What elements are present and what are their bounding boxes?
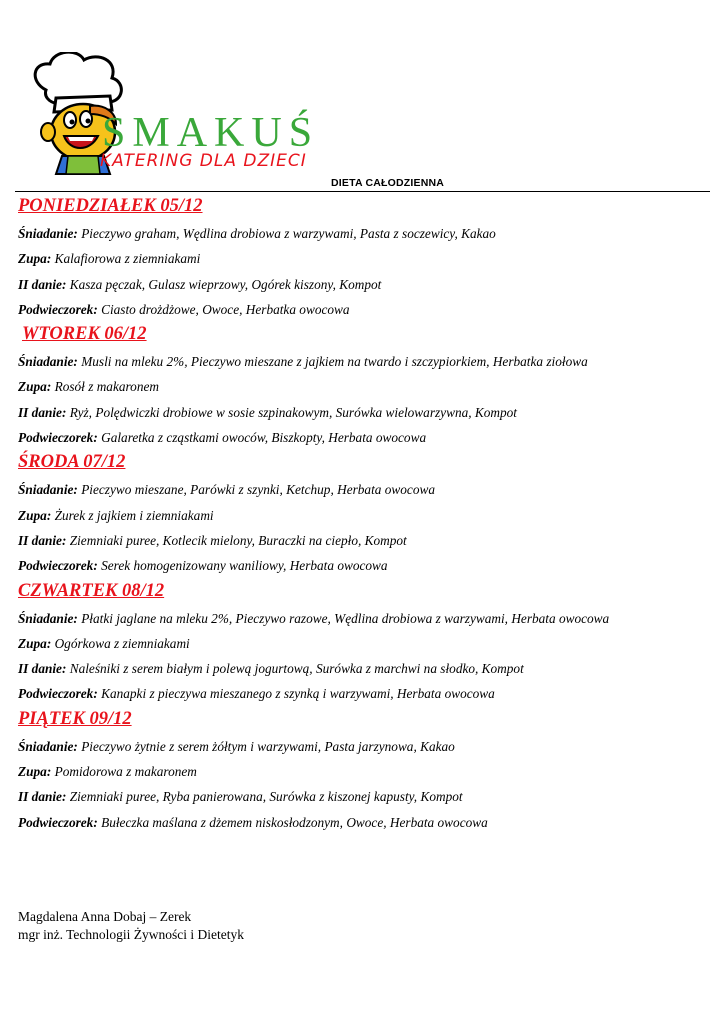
- day-section: [18, 194, 718, 322]
- signature-title: mgr inż. Technologii Żywności i Dietetyk: [18, 927, 245, 942]
- meal-text: Kanapki z pieczywa mieszanego z szynką i warzywami, Herbata owocowa: [101, 686, 495, 702]
- meal-text: Kalafiorowa z ziemniakami: [54, 251, 201, 267]
- signature-block: [18, 908, 244, 944]
- meal-text: Naleśniki z serem białym i polewą jogurtową, Surówka z marchwi na słodko, Kompot: [69, 661, 524, 677]
- day-section: [18, 322, 718, 450]
- meal-row-soup: [18, 374, 718, 399]
- day-section: [18, 579, 718, 707]
- meal-text: Kasza pęczak, Gulasz wieprzowy, Ogórek kiszony, Kompot: [69, 276, 382, 292]
- meal-row-snack: [18, 553, 718, 578]
- meal-row-breakfast: [18, 477, 718, 502]
- diet-type-label: DIETA CAŁODZIENNA: [331, 177, 445, 189]
- meal-row-snack: [18, 681, 718, 706]
- meal-label: Śniadanie:: [18, 354, 78, 370]
- meal-label: II danie:: [18, 532, 67, 548]
- meal-text: Żurek z jajkiem i ziemniakami: [54, 507, 214, 523]
- meal-row-soup: [18, 631, 718, 656]
- meal-text: Pomidorowa z makaronem: [54, 764, 197, 780]
- smakus-logo: [28, 52, 328, 177]
- meal-row-breakfast: [18, 221, 718, 246]
- meal-row-main: [18, 656, 718, 681]
- meal-label: II danie:: [18, 661, 67, 677]
- meal-text: Galaretka z cząstkami owoców, Biszkopty, Herbata owocowa: [101, 430, 427, 446]
- meal-row-soup: [18, 246, 718, 271]
- meal-row-soup: [18, 759, 718, 784]
- meal-row-breakfast: [18, 349, 718, 374]
- meal-text: Płatki jaglane na mleku 2%, Pieczywo razowe, Wędlina drobiowa z warzywami, Herbata owocowa: [81, 610, 610, 626]
- meal-label: Zupa:: [18, 635, 52, 651]
- meal-label: Śniadanie:: [18, 226, 78, 241]
- meal-row-snack: [18, 425, 718, 450]
- signature-name: Magdalena Anna Dobaj – Zerek: [18, 909, 192, 924]
- meal-text: Pieczywo żytnie z serem żółtym i warzywami, Pasta jarzynowa, Kakao: [81, 738, 455, 754]
- meal-text: Rosół z makaronem: [54, 379, 159, 395]
- logo-tagline: KATERING DLA DZIECI: [100, 151, 307, 171]
- meal-row-breakfast: [18, 734, 718, 759]
- day-title: CZWARTEK 08/12: [18, 580, 165, 601]
- meal-label: Śniadanie:: [18, 610, 78, 626]
- meal-label: Podwieczorek:: [18, 814, 98, 830]
- day-title: ŚRODA 07/12: [18, 452, 126, 473]
- day-section: [18, 707, 718, 835]
- meal-label: II danie:: [18, 276, 67, 292]
- meal-label: II danie:: [18, 789, 67, 805]
- meal-label: Podwieczorek:: [18, 430, 98, 446]
- meal-label: Zupa:: [18, 764, 52, 780]
- meal-row-main: [18, 528, 718, 553]
- day-title: WTOREK 06/12: [22, 324, 147, 345]
- meal-row-main: [18, 784, 718, 809]
- meal-label: Śniadanie:: [18, 482, 78, 498]
- day-title: PIĄTEK 09/12: [18, 708, 132, 729]
- meal-text: Ogórkowa z ziemniakami: [54, 635, 190, 651]
- meal-row-main: [18, 400, 718, 425]
- meal-label: Podwieczorek:: [18, 558, 98, 574]
- meal-text: Ciasto drożdżowe, Owoce, Herbatka owocowa: [101, 301, 350, 317]
- meal-label: Zupa:: [18, 507, 52, 523]
- meal-row-main: [18, 272, 718, 297]
- meal-row-breakfast: [18, 606, 718, 631]
- meal-row-soup: [18, 503, 718, 528]
- meal-text: Musli na mleku 2%, Pieczywo mieszane z jajkiem na twardo i szczypiorkiem, Herbatka ziołowa: [81, 354, 588, 370]
- meal-text: Ziemniaki puree, Kotlecik mielony, Buraczki na ciepło, Kompot: [69, 532, 407, 548]
- meal-label: Śniadanie:: [18, 738, 78, 754]
- meal-row-snack: [18, 810, 718, 835]
- meal-text: Pieczywo mieszane, Parówki z szynki, Ketchup, Herbata owocowa: [81, 482, 435, 498]
- meal-text: Bułeczka maślana z dżemem niskosłodzonym, Owoce, Herbata owocowa: [101, 814, 488, 830]
- day-title: PONIEDZIAŁEK 05/12: [18, 196, 203, 216]
- meal-label: Podwieczorek:: [18, 301, 98, 317]
- meal-label: II danie:: [18, 404, 67, 420]
- weekly-menu: [18, 194, 718, 835]
- meal-text: Ziemniaki puree, Ryba panierowana, Surówka z kiszonej kapusty, Kompot: [69, 789, 463, 805]
- meal-label: Zupa:: [18, 379, 52, 395]
- meal-label: Zupa:: [18, 251, 52, 267]
- meal-text: Serek homogenizowany waniliowy, Herbata owocowa: [101, 558, 388, 574]
- header-divider: [15, 191, 710, 192]
- meal-row-snack: [18, 297, 718, 322]
- meal-text: Pieczywo graham, Wędlina drobiowa z warzywami, Pasta z soczewicy, Kakao: [81, 226, 496, 241]
- meal-text: Ryż, Polędwiczki drobiowe w sosie szpinakowym, Surówka wielowarzywna, Kompot: [69, 404, 518, 420]
- meal-label: Podwieczorek:: [18, 686, 98, 702]
- logo-brand-text: SMAKUŚ: [102, 110, 320, 156]
- day-section: [18, 450, 718, 578]
